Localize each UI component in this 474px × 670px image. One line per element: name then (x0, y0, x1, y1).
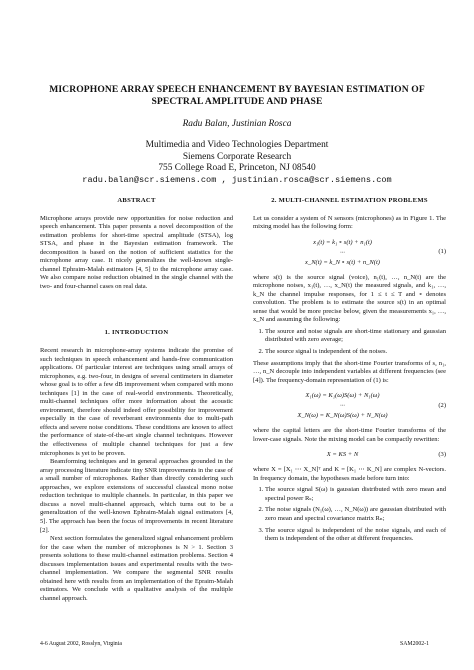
right-column (253, 197, 446, 547)
section-2-paragraph-5: where X = [X₁ ⋯ X_N]ᵀ and K = [K₁ ⋯ K_N] are complex N-vectors. In frequency domain, the hypotheses made before turn into: (253, 466, 446, 482)
affiliation-company: Siemens Corporate Research (182, 151, 292, 162)
hypothesis-item-1: 1. The source signal S(ω) is gaussian distributed with zero mean and spectral power Rₛ; (265, 486, 446, 503)
equation-1-line-1: x₁(t) = k₁ ∘ s(t) + n₁(t) (313, 238, 372, 246)
footer-page-id: SAM2002-1 (400, 641, 429, 647)
introduction-paragraph-1: Recent research in microphone-array systems indicate the promise of such techniques in speech enhancement and hands-free communication applications. Of particular interest are techniques using small arrays of microphones, e.g. two-four, in designs of several centimeters in diameter whose goal is to offer a few dB improvement when compared with mono techniques [1] in the case of real-world environments. Theoretically, multi-channel techniques offer more information about the acoustic environment, therefore should indeed offer possibility for improvement especially in the case of reverberant environments due to multi-path effects and severe noise conditions. These conditions are known to affect the performance of state-of-the-art single channel techniques. However the effectiveness of multiple channel techniques for just a few microphones is yet to be proven. (40, 347, 233, 457)
section-2-paragraph-2: where s(t) is the source signal (voice), n₁(t), …, n_N(t) are the microphone noises, x₁(t), …, x_N(t) the measured signals, and k₁, …, k_N the channel impulse responses, for 1 ≤ t ≤ T and ∘ denotes convolution. The problem is to estimate the source s(t) in an optimal sense that would be more precise below, given the measurements x₁, …, x_N and assuming the following: (253, 273, 446, 324)
paper-title (30, 84, 444, 108)
hypothesis-item-2: 2. The noise signals (N₁(ω), …, N_N(ω)) are gaussian distributed with zero mean and spectral covariance matrix Rₙ; (265, 506, 446, 523)
equation-3-body: X = KS + N (326, 451, 359, 459)
title-line-1: MICROPHONE ARRAY SPEECH ENHANCEMENT BY BAYESIAN ESTIMATION OF (49, 84, 425, 95)
equation-2 (253, 391, 446, 421)
abstract-heading: ABSTRACT (117, 197, 156, 204)
equation-2-line-3: X_N(ω) = K_N(ω)S(ω) + N_N(ω) (297, 412, 388, 420)
introduction-heading: 1. INTRODUCTION (104, 329, 169, 337)
section-2-paragraph-3: These assumptions imply that the short-time Fourier transforms of s, n₁, …, n_N decouple into independent variables at different frequencies (see [4]). The frequency-domain representation of (1) is: (253, 359, 446, 384)
affiliation-address: 755 College Road E, Princeton, NJ 08540 (158, 163, 316, 173)
title-line-2: SPECTRAL AMPLITUDE AND PHASE (151, 96, 323, 107)
affiliation-department: Multimedia and Video Technologies Department (145, 140, 329, 150)
equation-2-line-1: X₁(ω) = K₁(ω)S(ω) + N₁(ω) (305, 392, 380, 400)
equation-3 (253, 450, 446, 460)
introduction-paragraph-3: Next section formulates the generalized signal enhancement problem for the case when the number of microphones is N > 1. Section 3 presents solutions to these multi-channel estimation problems. Section 4 discusses implementation issues and experimental results with the two-channel implementation. We compare the segmental SNR results obtained here with results from an implementation of the Epraim-Malah estimators. We conclude with a qualitative analysis of the multiple channel approach. (40, 535, 233, 602)
equation-2-number: (2) (438, 401, 446, 409)
section-2-paragraph-4: where the capital letters are the short-time Fourier transforms of the lower-case signals. Note the mixing model can be compactly rewritten: (253, 427, 446, 443)
equation-1-line-3: x_N(t) = k_N ∘ s(t) + n_N(t) (305, 258, 380, 266)
paper-authors: Radu Balan, Justinian Rosca (182, 119, 292, 129)
author-emails: radu.balan@scr.siemens.com , justinian.rosca@scr.siemens.com (82, 174, 392, 185)
left-column (40, 197, 233, 603)
assumption-item-1: 1. The source and noise signals are short-time stationary and gaussian distributed with zero average; (265, 328, 446, 345)
hypothesis-item-3: 3. The source signal is independent of the noise signals, and each of them is independent of the other at different frequencies. (265, 527, 446, 544)
introduction-paragraph-2: Beamforming techniques and in general approaches grounded in the array processing literature indicate tiny SNR improvements in the case of a small number of microphones. Rather than directly considering such approaches, we explore extensions of successful classical mono noise reduction technique to multiple channels. In particular, in this paper we discuss a novel multi-channel approach, which turns out to be a generalization of the well-known Ephraim-Malah signal estimators [4, 5]. The approach has been the focus of improvements in recent literature [2]. (40, 458, 233, 534)
equation-1 (253, 238, 446, 268)
hypothesis-list (253, 486, 446, 543)
abstract-text: Microphone arrays provide new opportunities for noise reduction and speech enhancement. This paper presents a novel decomposition of the estimation problems for short-time spectral amplitude (STSA), log STSA, and phase in the Bayesian estimation framework. The decomposition is based on the notion of sufficient statistics for the microphone array case. It nicely generalizes the well-known single-channel Ephraim-Malah estimators [4, 5] to the microphone array case. We also compare noise reduction obtained in the single channel with the two- and four-channel cases on real data. (40, 214, 233, 290)
equation-3-number: (3) (438, 451, 446, 459)
footer-conference: 4-6 August 2002, Rosslyn, Virginia (40, 641, 122, 647)
assumption-item-2: 2. The source signal is independent of the noises. (265, 348, 446, 357)
section-2-heading: 2. MULTI-CHANNEL ESTIMATION PROBLEMS (271, 197, 428, 204)
equation-1-number: (1) (438, 248, 446, 256)
equation-2-line-2: ··· (340, 402, 345, 410)
section-2-paragraph-1: Let us consider a system of N sensors (microphones) as in Figure 1. The mixing model has the following form: (253, 214, 446, 231)
author-affiliation (30, 140, 444, 186)
assumption-list (253, 328, 446, 357)
equation-1-line-2: ··· (340, 248, 345, 256)
